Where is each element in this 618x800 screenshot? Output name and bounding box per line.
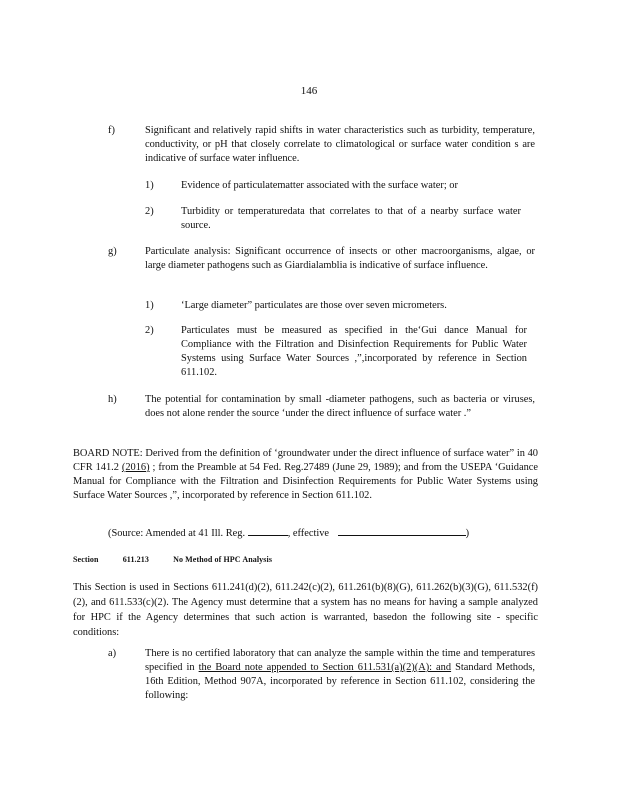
source-line <box>108 527 538 541</box>
item-a-text <box>145 647 535 703</box>
item-h-label: h) <box>108 394 117 405</box>
source-reg-blank <box>248 535 288 536</box>
item-g <box>108 245 538 289</box>
source-effective-blank <box>338 535 466 536</box>
item-f-sub2-text: Turbidity or temperaturedata that correlates to that of a nearby surface water source. <box>181 206 521 231</box>
board-note-part1: BOARD NOTE: Derived from the definition of ‘groundwater under the direct influence of surface water” in 40 CFR 141.2 <box>73 448 538 473</box>
item-a <box>108 647 538 707</box>
source-suffix: ) <box>465 528 470 539</box>
item-f-label: f) <box>108 125 115 136</box>
board-note <box>73 447 538 503</box>
item-h-text: The potential for contamination by small -diameter pathogens, such as bacteria or viruses, does not alone render the source ‘under the direct influence of surface water .” <box>145 394 535 419</box>
item-f-sub2 <box>145 205 535 235</box>
item-f-text: Significant and relatively rapid shifts in water characteristics such as turbidity, temperature, conductivity, or pH that closely correlate to climatological or surface water condition s are indicative of surface water influence. <box>145 125 535 164</box>
section-heading <box>73 553 272 567</box>
page-number: 146 <box>300 85 318 97</box>
item-g-text: Particulate analysis: Significant occurrence of insects or other macroorganisms, algae, or large diameter pathogens such as Giardialamblia is indicative of surface influence. <box>145 246 535 271</box>
item-f <box>108 124 538 168</box>
board-note-part2: ; from the Preamble at 54 Fed. Reg.27489 (June 29, 1989); and from the USEPA ‘Guidance Manual for Compliance with the Filtration and Disinfection Requirements for Public Water Systems using Surface Water Sources ,”, incorporated by reference in Section 611.102. <box>73 462 538 501</box>
item-a-text-end: Standard Methods, 16th Edition, Method 907A, incorporated by reference in Section 611.102, considering the following: <box>145 662 536 701</box>
item-h <box>108 393 538 423</box>
board-note-year: (2016) <box>121 462 150 473</box>
item-g-sub2 <box>145 324 535 382</box>
item-f-sub1-label: 1) <box>145 180 154 191</box>
item-a-label: a) <box>108 648 117 659</box>
section-title: No Method of HPC Analysis <box>173 555 273 564</box>
item-a-text-start: There is no certified laboratory that can analyze the sample within the time and temperatures specified in <box>145 648 535 673</box>
item-g-sub1 <box>145 299 535 315</box>
item-f-sub2-label: 2) <box>145 206 154 217</box>
item-f-sub1-text: Evidence of particulatematter associated with the surface water; or <box>181 180 458 191</box>
source-prefix: (Source: Amended at 41 Ill. Reg. <box>108 528 246 539</box>
intro-paragraph: This Section is used in Sections 611.241(d)(2), 611.242(c)(2), 611.261(b)(8)(G), 611.262(b)(3)(G), 611.532(f)(2), and 611.533(c)(2). The Agency must determine that a system has no means for having a sample analyzed for HPC if the Agency determines that such action is warranted, basedon the following site - specific conditions: <box>73 582 538 638</box>
section-number: 611.213 <box>122 555 149 564</box>
item-f-sub1 <box>145 179 535 195</box>
item-g-sub1-label: 1) <box>145 300 154 311</box>
item-g-sub2-text: Particulates must be measured as specified in the‘Gui dance Manual for Compliance with the Filtration and Disinfection Requirements for Public Water Systems using Surface Water Sources ,”,incorporated by reference in Section 611.102. <box>181 325 527 378</box>
section-label: Section <box>73 555 99 564</box>
item-g-sub1-text: ‘Large diameter” particulates are those over seven micrometers. <box>181 300 447 311</box>
source-middle: , effective <box>287 528 330 539</box>
item-g-label: g) <box>108 246 117 257</box>
item-a-board-note-ref: the Board note appended to Section 611.531(a)(2)(A): and <box>198 662 452 673</box>
item-g-sub2-label: 2) <box>145 325 154 336</box>
